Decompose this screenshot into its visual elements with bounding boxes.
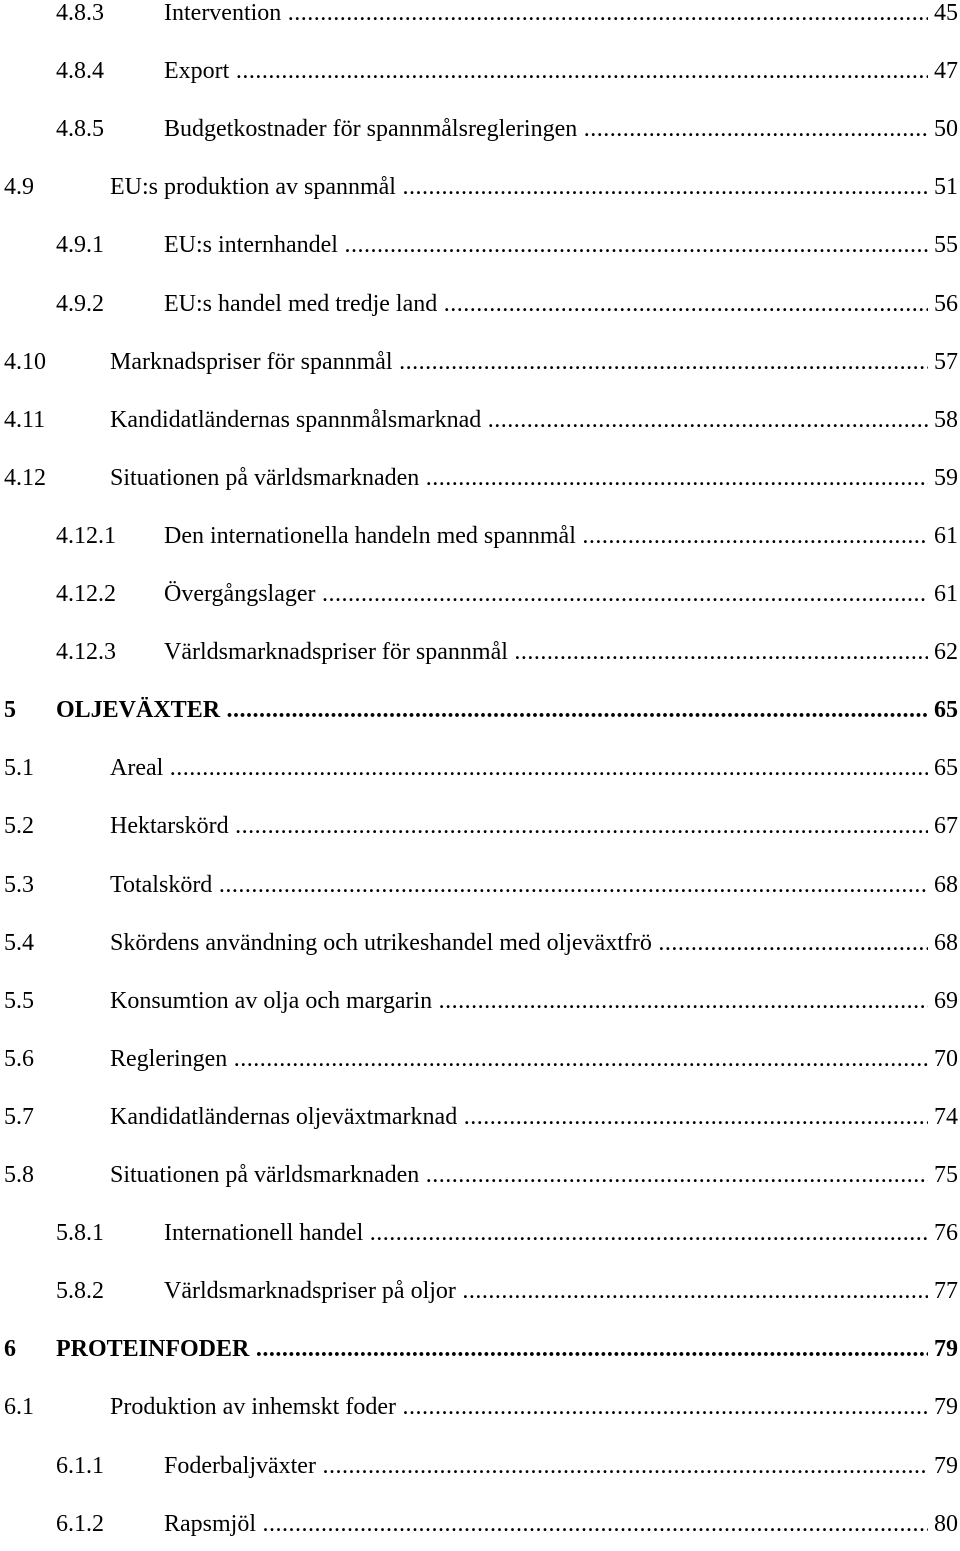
toc-entry-number: 6	[4, 1336, 16, 1363]
toc-entry-page: 65	[928, 697, 958, 723]
toc-entry-title: EU:s produktion av spannmål .....	[110, 174, 958, 200]
toc-entry-number: 4.12.3	[56, 639, 116, 666]
toc-entry-page: 45	[928, 0, 958, 26]
toc-entry-page: 47	[928, 58, 958, 84]
toc-entry-title: Världsmarknadspriser för spannmål .....	[164, 639, 958, 665]
toc-entry-page: 67	[928, 813, 958, 839]
toc-entry-number: 4.12	[4, 464, 46, 491]
toc-entry-number: 4.8.3	[56, 0, 104, 26]
toc-entry-title: Produktion av inhemskt foder .....	[110, 1394, 958, 1420]
toc-entry[interactable]	[0, 1511, 958, 1551]
toc-entry[interactable]	[0, 930, 958, 970]
toc-entry-page: 79	[928, 1394, 958, 1420]
toc-entry[interactable]	[0, 697, 958, 737]
toc-entry-title: Konsumtion av olja och margarin .....	[110, 988, 958, 1014]
toc-entry-title: Hektarskörd .....	[110, 813, 958, 839]
toc-entry-number: 5.2	[4, 813, 34, 840]
toc-entry-number: 4.9.1	[56, 232, 104, 259]
toc-entry-number: 6.1	[4, 1394, 34, 1421]
toc-entry-title: Export .....	[164, 58, 958, 84]
toc-entry-title: Regleringen .....	[110, 1046, 958, 1072]
toc-entry-page: 59	[928, 465, 958, 491]
toc-entry-title: Situationen på världsmarknaden .....	[110, 1162, 958, 1188]
toc-entry-number: 4.9	[4, 174, 34, 201]
toc-entry-page: 74	[928, 1104, 958, 1130]
toc-entry[interactable]	[0, 872, 958, 912]
toc-entry-page: 50	[928, 116, 958, 142]
toc-entry[interactable]	[0, 639, 958, 679]
toc-entry[interactable]	[0, 1220, 958, 1260]
toc-entry-number: 5.7	[4, 1103, 34, 1130]
toc-entry-title: Världsmarknadspriser på oljor .....	[164, 1278, 958, 1304]
toc-entry-title: OLJEVÄXTER .....	[56, 697, 958, 723]
toc-entry-page: 75	[928, 1162, 958, 1188]
toc-entry-title: Skördens användning och utrikeshandel med oljeväxtfrö .....	[110, 930, 958, 956]
toc-entry-title: Areal .....	[110, 755, 958, 781]
toc-entry-page: 57	[928, 349, 958, 375]
toc-entry[interactable]	[0, 1394, 958, 1434]
toc-entry-title: Kandidatländernas oljeväxtmarknad .....	[110, 1104, 958, 1130]
toc-entry-page: 76	[928, 1220, 958, 1246]
toc-entry-page: 79	[928, 1336, 958, 1362]
toc-entry-title: Den internationella handeln med spannmål .....	[164, 523, 958, 549]
toc-entry[interactable]	[0, 1162, 958, 1202]
toc-entry-title: EU:s internhandel .....	[164, 232, 958, 258]
toc-entry-page: 70	[928, 1046, 958, 1072]
toc-entry-title: Foderbaljväxter .....	[164, 1453, 958, 1479]
toc-entry[interactable]	[0, 1453, 958, 1493]
toc-entry-page: 79	[928, 1453, 958, 1479]
toc-entry-title: Situationen på världsmarknaden .....	[110, 465, 958, 491]
toc-entry-title: Marknadspriser för spannmål .....	[110, 349, 958, 375]
toc-entry-page: 77	[928, 1278, 958, 1304]
toc-entry[interactable]	[0, 349, 958, 389]
toc-entry-number: 4.8.4	[56, 58, 104, 85]
toc-entry[interactable]	[0, 174, 958, 214]
toc-entry-number: 5.1	[4, 755, 34, 782]
toc-entry-number: 4.10	[4, 348, 46, 375]
toc-entry-number: 5.5	[4, 987, 34, 1014]
toc-entry-page: 69	[928, 988, 958, 1014]
toc-entry-number: 4.9.2	[56, 290, 104, 317]
toc-entry-title: Kandidatländernas spannmålsmarknad .....	[110, 407, 958, 433]
toc-entry-number: 5.8.2	[56, 1278, 104, 1305]
toc-entry-title: Övergångslager .....	[164, 581, 958, 607]
toc-entry-number: 6.1.2	[56, 1510, 104, 1537]
toc-entry-number: 6.1.1	[56, 1452, 104, 1479]
toc-entry-page: 80	[928, 1511, 958, 1537]
toc-entry-title: PROTEINFODER .....	[56, 1336, 958, 1362]
toc-entry[interactable]	[0, 1104, 958, 1144]
toc-entry[interactable]	[0, 581, 958, 621]
toc-entry[interactable]	[0, 0, 958, 40]
toc-entry-title: Budgetkostnader för spannmålsregleringen .....	[164, 116, 958, 142]
toc-entry[interactable]	[0, 291, 958, 331]
toc-entry[interactable]	[0, 1336, 958, 1376]
toc-entry-title: EU:s handel med tredje land .....	[164, 291, 958, 317]
toc-entry[interactable]	[0, 58, 958, 98]
toc-entry[interactable]	[0, 1046, 958, 1086]
toc-entry[interactable]	[0, 116, 958, 156]
toc-entry[interactable]	[0, 465, 958, 505]
toc-entry-page: 62	[928, 639, 958, 665]
toc-entry-page: 65	[928, 755, 958, 781]
toc-entry[interactable]	[0, 988, 958, 1028]
toc-entry-title: Internationell handel .....	[164, 1220, 958, 1246]
toc-entry-number: 4.12.2	[56, 581, 116, 607]
toc-entry-page: 68	[928, 930, 958, 956]
toc-entry-page: 61	[928, 523, 958, 549]
toc-entry[interactable]	[0, 523, 958, 563]
toc-entry-title: Intervention .....	[164, 0, 958, 26]
toc-entry-page: 68	[928, 872, 958, 898]
toc-entry[interactable]	[0, 232, 958, 272]
toc-entry-number: 5.3	[4, 871, 34, 898]
toc-entry[interactable]	[0, 407, 958, 447]
toc-entry-page: 61	[928, 581, 958, 607]
toc-entry[interactable]	[0, 755, 958, 795]
toc-entry-page: 55	[928, 232, 958, 258]
toc-entry-page: 51	[928, 174, 958, 200]
toc-entry-page: 56	[928, 291, 958, 317]
toc-entry-number: 5	[4, 697, 16, 724]
toc-entry[interactable]	[0, 1278, 958, 1318]
toc-entry-page: 58	[928, 407, 958, 433]
toc-entry-number: 4.11	[4, 406, 46, 433]
toc-entry-number: 4.12.1	[56, 522, 116, 549]
toc-entry-number: 5.8	[4, 1162, 34, 1188]
toc-entry-title: Rapsmjöl .....	[164, 1511, 958, 1537]
toc-entry-number: 5.8.1	[56, 1220, 104, 1247]
toc-entry-number: 5.6	[4, 1045, 34, 1072]
toc-entry-number: 5.4	[4, 929, 34, 956]
toc-entry[interactable]	[0, 813, 958, 853]
toc-entry-number: 4.8.5	[56, 116, 104, 143]
toc-entry-title: Totalskörd .....	[110, 872, 958, 898]
